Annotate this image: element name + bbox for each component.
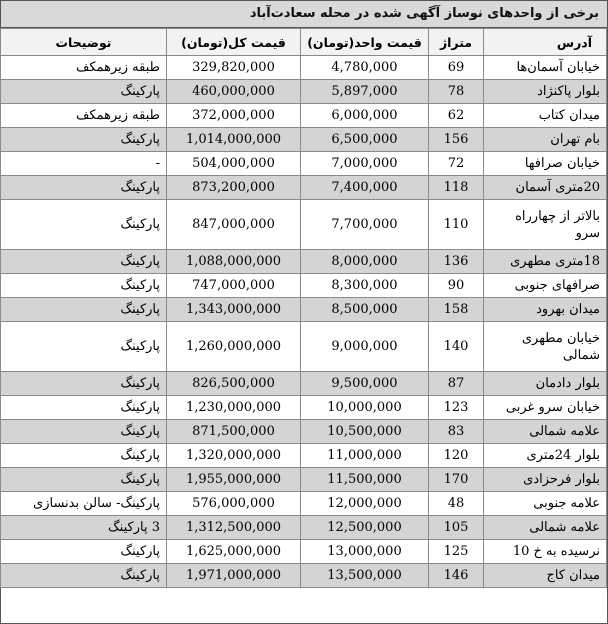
unit-price-cell: 13,000,000 — [301, 540, 429, 564]
notes-cell: پارکینگ — [1, 128, 167, 152]
address-cell: علامه شمالی — [484, 420, 607, 444]
table-row — [1, 564, 607, 588]
address-cell: 18متری مطهری — [484, 250, 607, 274]
notes-cell: پارکینگ — [1, 372, 167, 396]
unit-price-cell: 8,000,000 — [301, 250, 429, 274]
unit-price-cell: 8,300,000 — [301, 274, 429, 298]
total-price-cell: 1,343,000,000 — [167, 298, 301, 322]
total-price-cell: 873,200,000 — [167, 176, 301, 200]
notes-cell: پارکینگ — [1, 200, 167, 250]
unit-price-cell: 5,897,000 — [301, 80, 429, 104]
table-row — [1, 274, 607, 298]
area-cell: 62 — [429, 104, 484, 128]
total-price-cell: 871,500,000 — [167, 420, 301, 444]
notes-cell: - — [1, 152, 167, 176]
area-cell: 156 — [429, 128, 484, 152]
address-cell: صرافهای جنوبی — [484, 274, 607, 298]
total-price-cell: 1,088,000,000 — [167, 250, 301, 274]
notes-cell: پارکینگ — [1, 322, 167, 372]
address-cell: بلوار 24متری — [484, 444, 607, 468]
area-cell: 90 — [429, 274, 484, 298]
table-row — [1, 540, 607, 564]
total-price-cell: 1,625,000,000 — [167, 540, 301, 564]
address-cell: میدان بهرود — [484, 298, 607, 322]
notes-cell: طبقه زیرهمکف — [1, 56, 167, 80]
total-price-cell: 1,320,000,000 — [167, 444, 301, 468]
table-row — [1, 322, 607, 372]
area-cell: 125 — [429, 540, 484, 564]
table-row — [1, 80, 607, 104]
notes-cell: پارکینگ — [1, 250, 167, 274]
total-price-cell: 460,000,000 — [167, 80, 301, 104]
area-cell: 83 — [429, 420, 484, 444]
address-cell: علامه جنوبی — [484, 492, 607, 516]
table-row — [1, 200, 607, 250]
area-cell: 78 — [429, 80, 484, 104]
address-cell: بلوار دادمان — [484, 372, 607, 396]
total-price-cell: 1,955,000,000 — [167, 468, 301, 492]
area-cell: 158 — [429, 298, 484, 322]
table-row — [1, 468, 607, 492]
address-cell: خیابان مطهری شمالی — [484, 322, 607, 372]
notes-cell: پارکینگ — [1, 176, 167, 200]
total-price-cell: 576,000,000 — [167, 492, 301, 516]
header-address: آدرس — [484, 29, 607, 56]
header-area: متراژ — [429, 29, 484, 56]
total-price-cell: 1,014,000,000 — [167, 128, 301, 152]
notes-cell: پارکینگ- سالن بدنسازی — [1, 492, 167, 516]
table-row — [1, 372, 607, 396]
area-cell: 72 — [429, 152, 484, 176]
table-row — [1, 492, 607, 516]
table-row — [1, 56, 607, 80]
unit-price-cell: 11,500,000 — [301, 468, 429, 492]
notes-cell: طبقه زیرهمکف — [1, 104, 167, 128]
address-cell: نرسیده به خ 10 — [484, 540, 607, 564]
table-row — [1, 298, 607, 322]
total-price-cell: 1,312,500,000 — [167, 516, 301, 540]
area-cell: 146 — [429, 564, 484, 588]
unit-price-cell: 7,400,000 — [301, 176, 429, 200]
unit-price-cell: 4,780,000 — [301, 56, 429, 80]
address-cell: بالاتر از چهارراه سرو — [484, 200, 607, 250]
unit-price-cell: 12,500,000 — [301, 516, 429, 540]
table-row — [1, 104, 607, 128]
address-cell: خیابان صرافها — [484, 152, 607, 176]
area-cell: 87 — [429, 372, 484, 396]
notes-cell: پارکینگ — [1, 420, 167, 444]
total-price-cell: 1,971,000,000 — [167, 564, 301, 588]
header-notes: توضیحات — [1, 29, 167, 56]
header-unit-price: قیمت واحد(تومان) — [301, 29, 429, 56]
notes-cell: پارکینگ — [1, 80, 167, 104]
area-cell: 123 — [429, 396, 484, 420]
address-cell: میدان کاج — [484, 564, 607, 588]
unit-price-cell: 7,700,000 — [301, 200, 429, 250]
table-row — [1, 444, 607, 468]
unit-price-cell: 9,500,000 — [301, 372, 429, 396]
notes-cell: پارکینگ — [1, 274, 167, 298]
notes-cell: پارکینگ — [1, 396, 167, 420]
area-cell: 118 — [429, 176, 484, 200]
table-row — [1, 176, 607, 200]
unit-price-cell: 13,500,000 — [301, 564, 429, 588]
total-price-cell: 847,000,000 — [167, 200, 301, 250]
unit-price-cell: 12,000,000 — [301, 492, 429, 516]
unit-price-cell: 10,500,000 — [301, 420, 429, 444]
area-cell: 105 — [429, 516, 484, 540]
table-row — [1, 152, 607, 176]
address-cell: علامه شمالی — [484, 516, 607, 540]
header-total-price: قیمت کل(تومان) — [167, 29, 301, 56]
table-title: برخی از واحدهای نوساز آگهی شده در محله سعادت‌آباد — [1, 1, 607, 28]
header-row — [1, 29, 607, 56]
unit-price-cell: 8,500,000 — [301, 298, 429, 322]
table-row — [1, 250, 607, 274]
area-cell: 140 — [429, 322, 484, 372]
address-cell: بلوار پاکنژاد — [484, 80, 607, 104]
address-cell: بام تهران — [484, 128, 607, 152]
notes-cell: پارکینگ — [1, 540, 167, 564]
unit-price-cell: 6,000,000 — [301, 104, 429, 128]
area-cell: 170 — [429, 468, 484, 492]
listings-table — [0, 28, 607, 588]
address-cell: بلوار فرحزادی — [484, 468, 607, 492]
notes-cell: پارکینگ — [1, 444, 167, 468]
total-price-cell: 826,500,000 — [167, 372, 301, 396]
total-price-cell: 1,230,000,000 — [167, 396, 301, 420]
area-cell: 69 — [429, 56, 484, 80]
total-price-cell: 372,000,000 — [167, 104, 301, 128]
unit-price-cell: 9,000,000 — [301, 322, 429, 372]
area-cell: 136 — [429, 250, 484, 274]
total-price-cell: 504,000,000 — [167, 152, 301, 176]
total-price-cell: 1,260,000,000 — [167, 322, 301, 372]
table-row — [1, 420, 607, 444]
notes-cell: 3 پارکینگ — [1, 516, 167, 540]
notes-cell: پارکینگ — [1, 468, 167, 492]
address-cell: میدان کتاب — [484, 104, 607, 128]
area-cell: 110 — [429, 200, 484, 250]
address-cell: 20متری آسمان — [484, 176, 607, 200]
total-price-cell: 747,000,000 — [167, 274, 301, 298]
notes-cell: پارکینگ — [1, 564, 167, 588]
unit-price-cell: 6,500,000 — [301, 128, 429, 152]
total-price-cell: 329,820,000 — [167, 56, 301, 80]
table-row — [1, 396, 607, 420]
address-cell: خیابان آسمان‌ها — [484, 56, 607, 80]
table-row — [1, 516, 607, 540]
area-cell: 48 — [429, 492, 484, 516]
notes-cell: پارکینگ — [1, 298, 167, 322]
address-cell: خیابان سرو غربی — [484, 396, 607, 420]
unit-price-cell: 11,000,000 — [301, 444, 429, 468]
unit-price-cell: 7,000,000 — [301, 152, 429, 176]
area-cell: 120 — [429, 444, 484, 468]
unit-price-cell: 10,000,000 — [301, 396, 429, 420]
table-row — [1, 128, 607, 152]
